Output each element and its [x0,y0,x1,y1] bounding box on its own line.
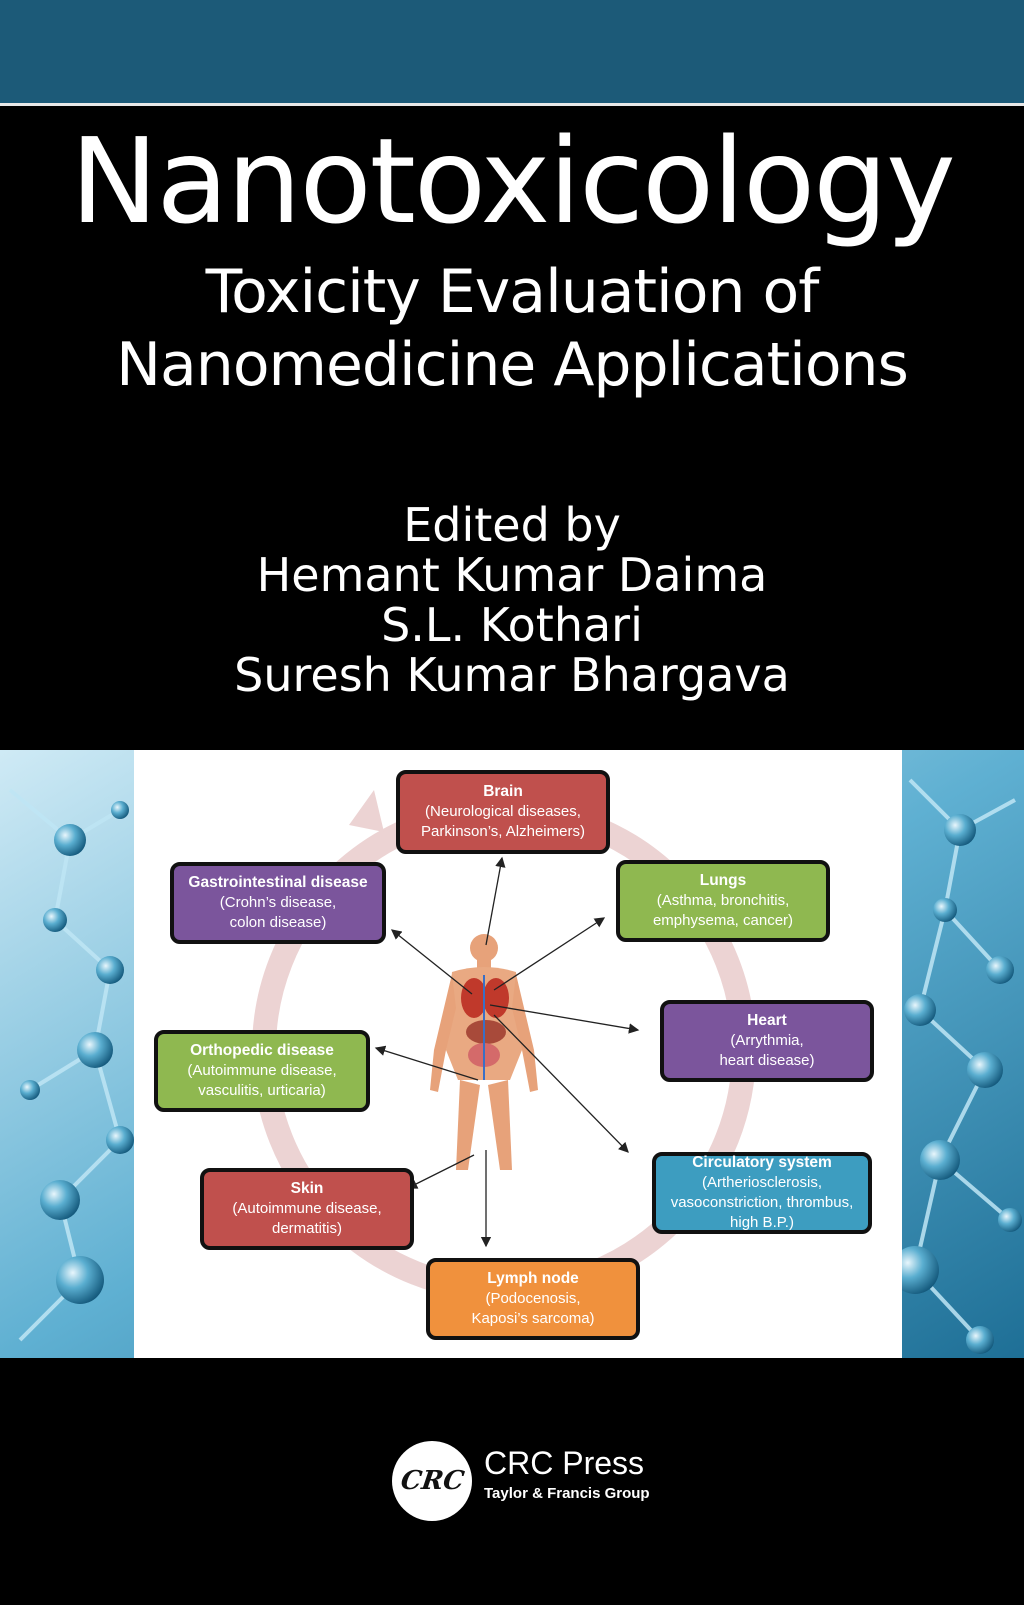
box-text: emphysema, cancer) [652,912,794,929]
book-subtitle-line2: Nanomedicine Applications [116,330,908,400]
diagram-box-gastrointestinal [170,862,386,944]
book-title: Nanotoxicology [70,112,954,250]
box-text: Parkinson’s, Alzheimers) [421,823,585,840]
publisher-name: CRC Press [484,1445,645,1481]
diagram-box-brain [396,770,610,854]
editors-block [0,500,1024,700]
diagram-box-orthopedic [154,1030,370,1112]
cycle-arrowhead [349,790,384,832]
box-title: Gastrointestinal disease [188,874,368,891]
editor-name: S.L. Kothari [381,598,643,652]
box-text: (Autoimmune disease, [187,1062,337,1079]
box-title: Skin [290,1180,324,1197]
box-text: (Podocenosis, [485,1290,581,1307]
diagram-box-heart [660,1000,874,1082]
editor-name: Suresh Kumar Bhargava [234,648,790,702]
box-text: high B.P.) [730,1214,794,1231]
box-title: Circulatory system [692,1154,832,1171]
box-title: Orthopedic disease [190,1042,334,1059]
diagram-box-circulatory [652,1152,872,1234]
box-text: vasoconstriction, thrombus, [670,1194,854,1211]
diagram-box-skin [200,1168,414,1250]
box-text: Kaposi’s sarcoma) [471,1310,595,1327]
organ-diagram-panel [134,750,902,1358]
box-title: Heart [747,1012,787,1029]
box-text: (Arrythmia, [730,1032,804,1049]
crc-logo-icon [392,1441,472,1521]
box-text: dermatitis) [271,1220,342,1237]
human-body-figure [430,934,538,1170]
diagram-box-lungs [616,860,830,942]
edited-by-label: Edited by [403,498,621,552]
editor-name: Hemant Kumar Daima [256,548,768,602]
box-title: Lymph node [487,1270,579,1287]
top-divider-line [0,103,1024,106]
box-text: (Neurological diseases, [425,803,581,820]
box-title: Lungs [699,872,747,889]
box-title: Brain [483,783,523,800]
box-text: (Crohn’s disease, [219,894,337,911]
publisher-logo [392,1441,692,1521]
crc-logo-text: CRC [398,1466,466,1496]
book-subtitle-line1: Toxicity Evaluation of [205,257,819,327]
box-text: heart disease) [719,1052,815,1069]
publisher-group: Taylor & Francis Group [484,1485,650,1502]
diagram-box-lymph [426,1258,640,1340]
box-text: (Autoimmune disease, [232,1200,382,1217]
box-text: (Asthma, bronchitis, [656,892,790,909]
top-color-band [0,0,1024,103]
box-text: vasculitis, urticaria) [198,1082,326,1099]
box-text: (Artheriosclerosis, [701,1174,823,1191]
box-text: colon disease) [229,914,327,931]
